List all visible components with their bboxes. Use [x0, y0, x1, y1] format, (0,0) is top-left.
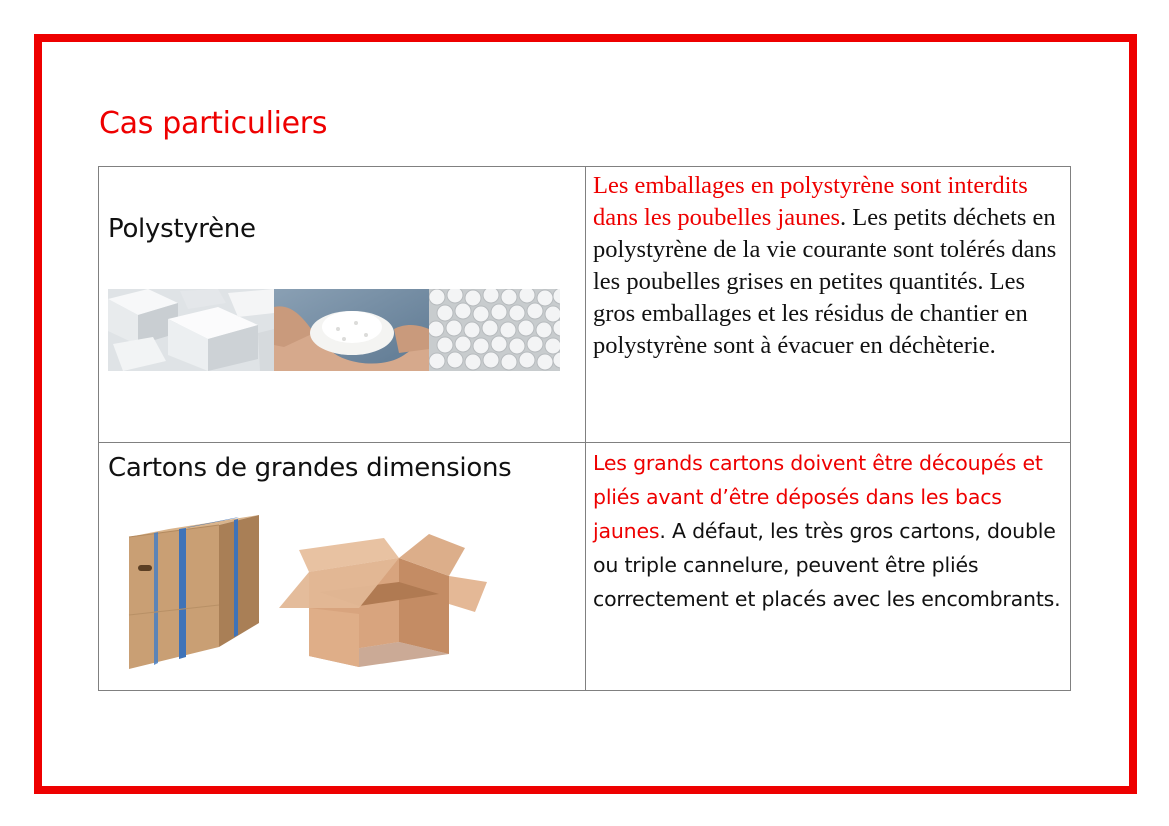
cartons-description	[593, 446, 1069, 616]
cartons-warning-text: Les grands cartons doivent être découpés et pliés avant d’être déposés dans les bacs jaunes	[593, 451, 1043, 543]
page-title: Cas particuliers	[99, 106, 328, 141]
polystyrene-beads-hands-image	[274, 289, 429, 371]
info-table	[98, 166, 1071, 691]
cartons-detail-text: . A défaut, les très gros cartons, double ou triple cannelure, peuvent être pliés correctement et placés avec les encombrants.	[593, 519, 1061, 611]
polystyrene-blocks-image	[108, 289, 274, 371]
row-label-large-cartons: Cartons de grandes dimensions	[108, 453, 512, 483]
table-column-divider	[585, 167, 586, 690]
polystyrene-description	[593, 170, 1063, 362]
open-carton-image	[279, 532, 489, 667]
table-row-divider	[99, 442, 1070, 443]
row-label-polystyrene: Polystyrène	[108, 214, 256, 244]
polystyrene-detail-text: . Les petits déchets en polystyrène de la vie courante sont tolérés dans les poubelles grises en petites quantités. Les gros emballages et les résidus de chantier en polystyrène sont à évacuer en déchèterie.	[593, 204, 1057, 359]
polystyrene-beads-closeup-image	[429, 289, 560, 371]
polystyrene-warning-text: Les emballages en polystyrène sont interdits dans les poubelles jaunes	[593, 172, 1028, 231]
closed-carton-image	[124, 507, 264, 672]
